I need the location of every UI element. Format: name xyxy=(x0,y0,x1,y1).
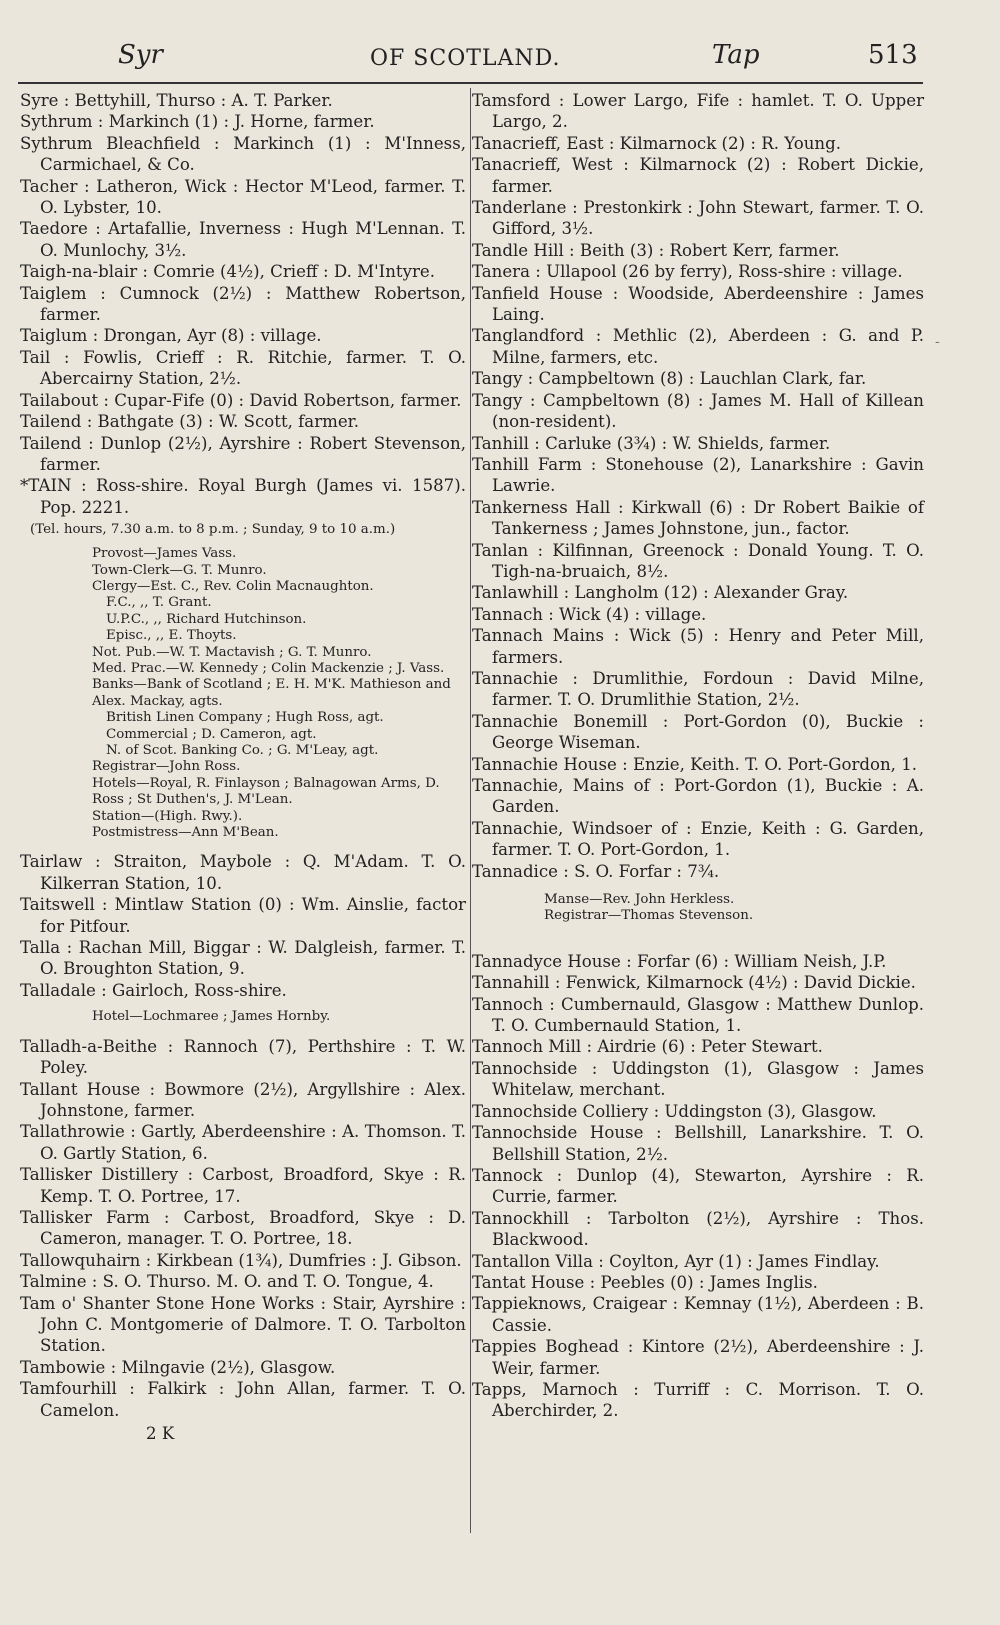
gazetteer-entry: Tail : Fowlis, Crieff : R. Ritchie, farmer. T. O. Abercairny Station, 2½. xyxy=(20,347,466,389)
detail-line: Banks—Bank of Scotland ; E. H. M'K. Mathieson and Alex. Mackay, agts. xyxy=(92,677,451,709)
gazetteer-entry: Tairlaw : Straiton, Maybole : Q. M'Adam. T. O. Kilkerran Station, 10. xyxy=(20,852,466,893)
gazetteer-entry: Tannachie : Drumlithie, Fordoun : David Milne, farmer. T. O. Drumlithie Station, 2½. xyxy=(472,668,924,710)
gazetteer-entry: Talladale : Gairloch, Ross-shire. xyxy=(20,980,287,1000)
gazetteer-entry: Tangy : Campbeltown (8) : James M. Hall of Killean (non-resident). xyxy=(472,390,924,432)
gazetteer-entry: Tanlan : Kilfinnan, Greenock : Donald Young. T. O. Tigh-na-bruaich, 8½. xyxy=(472,540,924,581)
detail-line: Town-Clerk—G. T. Munro. xyxy=(92,562,267,578)
gazetteer-entry: Taedore : Artafallie, Inverness : Hugh M'Lennan. T. O. Munlochy, 3½. xyxy=(20,219,466,260)
gazetteer-entry: Tannahill : Fenwick, Kilmarnock (4½) : David Dickie. xyxy=(472,973,916,993)
gazetteer-entry: Taiglum : Drongan, Ayr (8) : village. xyxy=(20,326,322,346)
gazetteer-entry: Tannockhill : Tarbolton (2½), Ayrshire : Thos. Blackwood. xyxy=(472,1208,924,1250)
gazetteer-entry: Tallisker Distillery : Carbost, Broadford, Skye : R. Kemp. T. O. Portree, 17. xyxy=(20,1165,466,1206)
gazetteer-entry: Tanacrieff, East : Kilmarnock (2) : R. Young. xyxy=(472,133,842,153)
header-left-word: Syr xyxy=(118,40,163,70)
gazetteer-entry: Tannach : Wick (4) : village. xyxy=(472,604,707,624)
gazetteer-entry: Tambowie : Milngavie (2½), Glasgow. xyxy=(20,1357,336,1377)
entry-list xyxy=(472,951,924,1422)
detail-line: Hotels—Royal, R. Finlayson ; Balnagowan Arms, D. Ross ; St Duthen's, J. M'Lean. xyxy=(92,775,440,808)
gazetteer-entry: Tapps, Marnoch : Turriff : C. Morrison. T. O. Aberchirder, 2. xyxy=(472,1379,924,1421)
gazetteer-entry: Tannach Mains : Wick (5) : Henry and Peter Mill, farmers. xyxy=(472,626,924,667)
entry-list xyxy=(20,1036,466,1421)
tain-telegraph-hours: (Tel. hours, 7.30 a.m. to 8 p.m. ; Sunday, 9 to 10 a.m.) xyxy=(30,522,396,538)
gazetteer-entry: Tangy : Campbeltown (8) : Lauchlan Clark, far. xyxy=(472,369,867,389)
gazetteer-entry: Tannadice : S. O. Forfar : 7¾. xyxy=(472,861,720,881)
gazetteer-entry: Tamfourhill : Falkirk : John Allan, farmer. T. O. Camelon. xyxy=(20,1379,466,1420)
header-title: OF SCOTLAND. xyxy=(370,46,561,71)
detail-line: Not. Pub.—W. T. Mactavish ; G. T. Munro. xyxy=(92,644,372,660)
gazetteer-entry: Tanera : Ullapool (26 by ferry), Ross-shire : village. xyxy=(472,262,903,282)
gazetteer-entry: Tailend : Bathgate (3) : W. Scott, farmer. xyxy=(20,412,360,432)
header-right-word: Tap xyxy=(712,40,760,70)
tannadice-details xyxy=(472,892,924,925)
column-divider xyxy=(470,88,471,1533)
gazetteer-entry: Tannachie House : Enzie, Keith. T. O. Port-Gordon, 1. xyxy=(472,754,918,774)
gazetteer-entry: Tallisker Farm : Carbost, Broadford, Skye : D. Cameron, manager. T. O. Portree, 18. xyxy=(20,1207,466,1249)
left-column xyxy=(20,90,466,1444)
gazetteer-entry: Tantallon Villa : Coylton, Ayr (1) : James Findlay. xyxy=(472,1251,880,1271)
detail-line: Provost—James Vass. xyxy=(92,546,237,562)
gazetteer-entry: Tanlawhill : Langholm (12) : Alexander Gray. xyxy=(472,583,849,603)
gazetteer-entry: Tanfield House : Woodside, Aberdeenshire : James Laing. xyxy=(472,283,924,325)
gazetteer-entry: Tallowquhairn : Kirkbean (1¾), Dumfries : J. Gibson. xyxy=(20,1250,462,1270)
detail-line: Registrar—Thomas Stevenson. xyxy=(544,908,754,924)
gazetteer-entry: Tannachie, Mains of : Port-Gordon (1), Buckie : A. Garden. xyxy=(472,776,924,817)
detail-line: Registrar—John Ross. xyxy=(92,759,241,775)
entry-list xyxy=(20,851,466,1001)
gazetteer-entry: Talla : Rachan Mill, Biggar : W. Dalgleish, farmer. T. O. Broughton Station, 9. xyxy=(20,938,466,979)
detail-line: British Linen Company ; Hugh Ross, agt. xyxy=(106,710,384,726)
entry-list xyxy=(20,90,466,518)
gazetteer-entry: Tannachie Bonemill : Port-Gordon (0), Buckie : George Wiseman. xyxy=(472,711,924,753)
gazetteer-entry: Tandle Hill : Beith (3) : Robert Kerr, farmer. xyxy=(472,240,840,260)
gazetteer-entry: Tailend : Dunlop (2½), Ayrshire : Robert Stevenson, farmer. xyxy=(20,433,466,474)
gazetteer-entry: Tanhill Farm : Stonehouse (2), Lanarkshire : Gavin Lawrie. xyxy=(472,454,924,496)
gazetteer-entry: Tailabout : Cupar-Fife (0) : David Robertson, farmer. xyxy=(20,390,462,410)
gazetteer-entry: Tappieknows, Craigear : Kemnay (1½), Aberdeen : B. Cassie. xyxy=(472,1294,924,1335)
detail-line: Station—(High. Rwy.). xyxy=(92,808,243,824)
gazetteer-entry: Tannoch : Cumbernauld, Glasgow : Matthew Dunlop. T. O. Cumbernauld Station, 1. xyxy=(472,994,924,1036)
gazetteer-entry: Talladh-a-Beithe : Rannoch (7), Perthshire : T. W. Poley. xyxy=(20,1036,466,1078)
detail-line: Med. Prac.—W. Kennedy ; Colin Mackenzie ; J. Vass. xyxy=(92,660,445,676)
detail-line: Episc., ,, E. Thoyts. xyxy=(106,628,237,644)
detail-line: Manse—Rev. John Herkless. xyxy=(544,892,735,908)
gazetteer-entry: Tappies Boghead : Kintore (2½), Aberdeenshire : J. Weir, farmer. xyxy=(472,1337,924,1378)
gazetteer-entry: Tannochside Colliery : Uddingston (3), Glasgow. xyxy=(472,1101,877,1121)
tain-details xyxy=(20,546,466,841)
gazetteer-entry: Tannochside House : Bellshill, Lanarkshire. T. O. Bellshill Station, 2½. xyxy=(472,1123,924,1164)
gazetteer-entry: Sythrum : Markinch (1) : J. Horne, farmer. xyxy=(20,112,375,132)
margin-mark: - xyxy=(935,334,940,350)
gazetteer-entry: Tankerness Hall : Kirkwall (6) : Dr Robert Baikie of Tankerness ; James Johnstone, jun., factor. xyxy=(472,497,924,539)
header-rule xyxy=(18,82,923,84)
printer-signature: 2 K xyxy=(146,1424,175,1443)
gazetteer-entry: Tannock : Dunlop (4), Stewarton, Ayrshire : R. Currie, farmer. xyxy=(472,1165,924,1207)
gazetteer-entry: Tamsford : Lower Largo, Fife : hamlet. T. O. Upper Largo, 2. xyxy=(472,91,924,132)
detail-line: N. of Scot. Banking Co. ; G. M'Leay, agt. xyxy=(106,743,379,758)
gazetteer-entry: Tannadyce House : Forfar (6) : William Neish, J.P. xyxy=(472,951,887,971)
gazetteer-entry: Taigh-na-blair : Comrie (4½), Crieff : D. M'Intyre. xyxy=(20,262,435,282)
right-column xyxy=(472,90,924,1422)
page-header xyxy=(0,40,1000,80)
gazetteer-entry: Tam o' Shanter Stone Hone Works : Stair, Ayrshire : John C. Montgomerie of Dalmore. T. O. Tarbolton Station. xyxy=(20,1293,466,1356)
gazetteer-entry: Talmine : S. O. Thurso. M. O. and T. O. Tongue, 4. xyxy=(20,1272,434,1292)
gazetteer-entry: Tacher : Latheron, Wick : Hector M'Leod, farmer. T. O. Lybster, 10. xyxy=(20,176,466,218)
gazetteer-entry: Tannochside : Uddingston (1), Glasgow : James Whitelaw, merchant. xyxy=(472,1058,924,1100)
page-number: 513 xyxy=(868,40,918,70)
gazetteer-entry: *TAIN : Ross-shire. Royal Burgh (James vi. 1587). Pop. 2221. xyxy=(20,476,466,517)
detail-line: Postmistress—Ann M'Bean. xyxy=(92,825,279,841)
gazetteer-entry: Taiglem : Cumnock (2½) : Matthew Robertson, farmer. xyxy=(20,283,466,325)
gazetteer-entry: Tanderlane : Prestonkirk : John Stewart, farmer. T. O. Gifford, 3½. xyxy=(472,198,924,239)
gazetteer-entry: Tallant House : Bowmore (2½), Argyllshire : Alex. Johnstone, farmer. xyxy=(20,1079,466,1120)
gazetteer-entry: Sythrum Bleachfield : Markinch (1) : M'Inness, Carmichael, & Co. xyxy=(20,133,466,175)
talladale-hotel: Hotel—Lochmaree ; James Hornby. xyxy=(92,1009,331,1025)
entry-list xyxy=(472,90,924,882)
gazetteer-entry: Taitswell : Mintlaw Station (0) : Wm. Ainslie, factor for Pitfour. xyxy=(20,895,466,936)
gazetteer-entry: Tannachie, Windsoer of : Enzie, Keith : G. Garden, farmer. T. O. Port-Gordon, 1. xyxy=(472,818,924,860)
detail-line: U.P.C., ,, Richard Hutchinson. xyxy=(106,611,307,627)
gazetteer-entry: Tanglandford : Methlic (2), Aberdeen : G. and P. Milne, farmers, etc. xyxy=(472,326,924,367)
gazetteer-entry: Tantat House : Peebles (0) : James Inglis. xyxy=(472,1272,818,1292)
gazetteer-entry: Syre : Bettyhill, Thurso : A. T. Parker. xyxy=(20,91,333,110)
gazetteer-entry: Tanacrieff, West : Kilmarnock (2) : Robert Dickie, farmer. xyxy=(472,155,924,196)
gazetteer-entry: Tannoch Mill : Airdrie (6) : Peter Stewart. xyxy=(472,1037,823,1057)
detail-line: Commercial ; D. Cameron, agt. xyxy=(106,726,317,742)
gazetteer-entry: Tanhill : Carluke (3¾) : W. Shields, farmer. xyxy=(472,433,831,453)
detail-line: F.C., ,, T. Grant. xyxy=(106,595,212,611)
gazetteer-entry: Tallathrowie : Gartly, Aberdeenshire : A. Thomson. T. O. Gartly Station, 6. xyxy=(20,1122,466,1163)
detail-line: Clergy—Est. C., Rev. Colin Macnaughton. xyxy=(92,578,374,594)
